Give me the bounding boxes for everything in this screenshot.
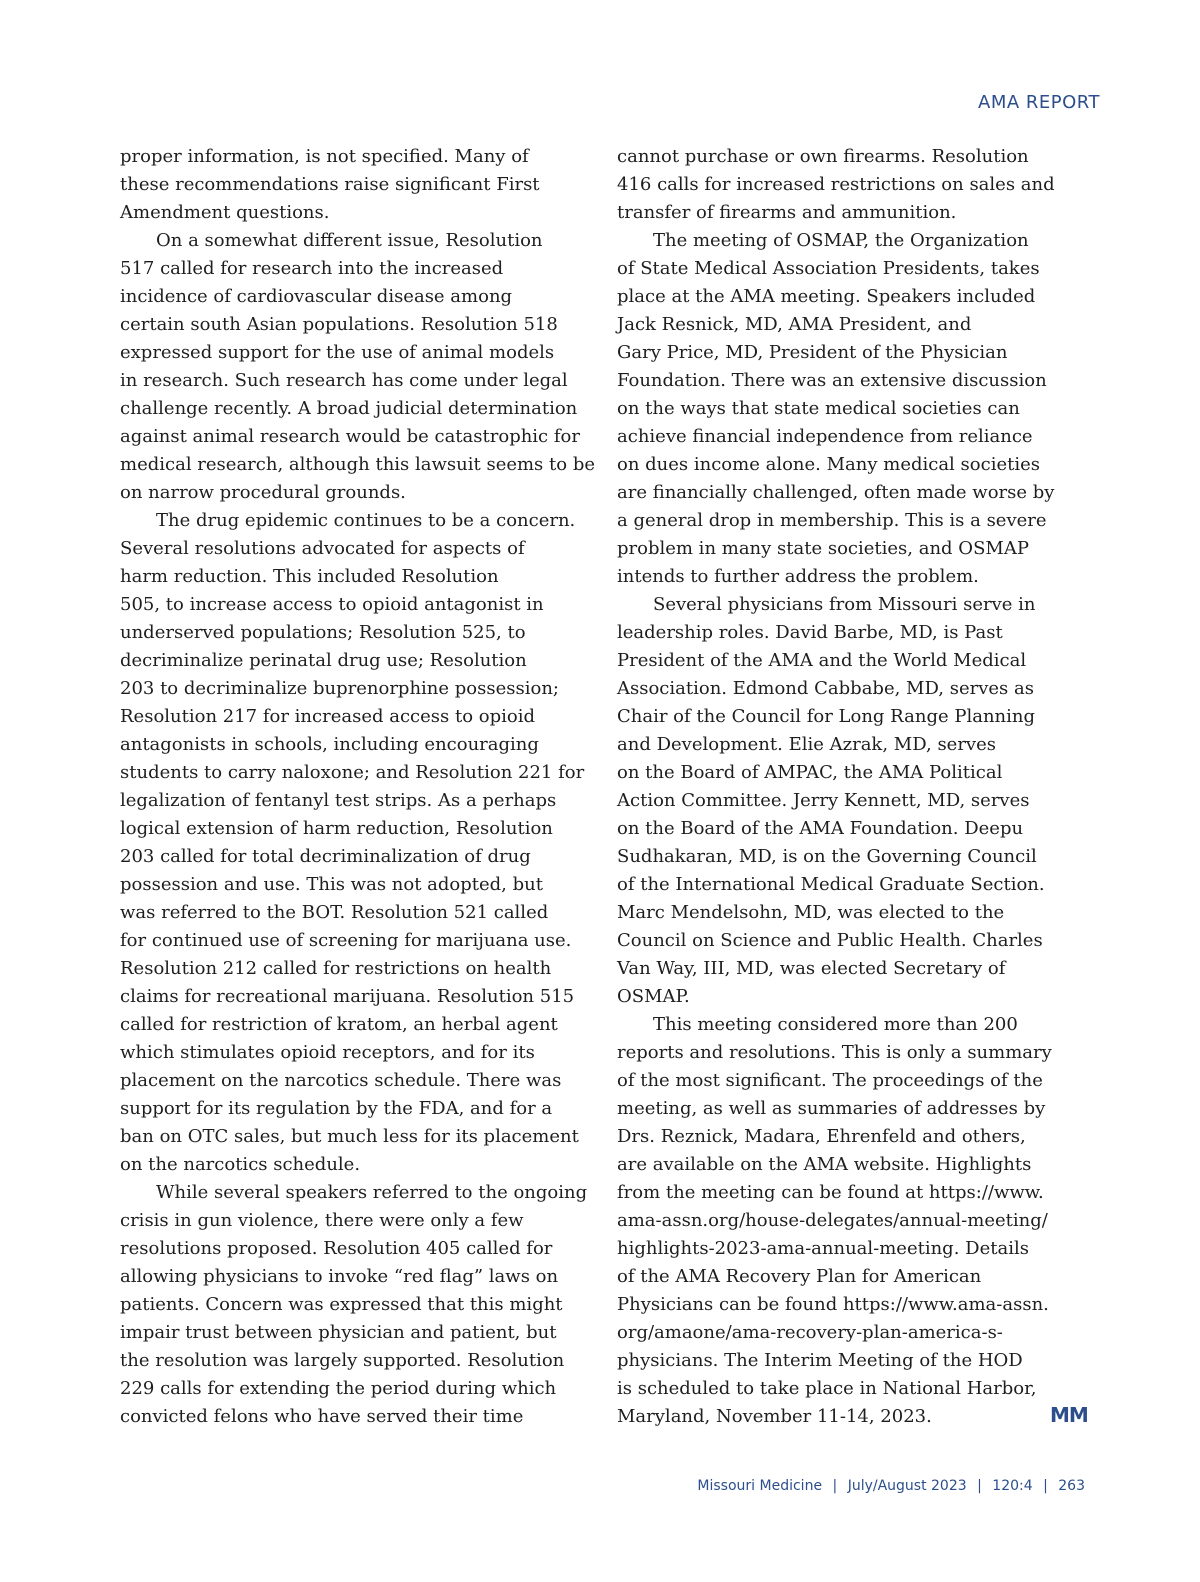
text-line: Jack Resnick, MD, AMA President, and xyxy=(617,314,972,335)
issue-date: July/August 2023 xyxy=(847,1478,967,1494)
text-line: Gary Price, MD, President of the Physician xyxy=(617,342,1008,363)
text-line: 505, to increase access to opioid antagonist in xyxy=(120,594,544,615)
text-line: cannot purchase or own firearms. Resolution xyxy=(617,146,1029,167)
text-line: these recommendations raise significant First xyxy=(120,174,540,195)
right-column xyxy=(617,143,1055,1431)
text-line: possession and use. This was not adopted, but xyxy=(120,874,543,895)
text-line: physicians. The Interim Meeting of the HOD xyxy=(617,1350,1023,1371)
text-line: problem in many state societies, and OSMAP xyxy=(617,538,1029,559)
text-line: Amendment questions. xyxy=(120,202,330,223)
text-line: on the ways that state medical societies can xyxy=(617,398,1020,419)
paragraph-start-line: The drug epidemic continues to be a concern. xyxy=(156,510,576,531)
text-line: 517 called for research into the increased xyxy=(120,258,504,279)
text-line: logical extension of harm reduction, Resolution xyxy=(120,818,553,839)
text-line: is scheduled to take place in National Harbor, xyxy=(617,1378,1037,1399)
text-line: convicted felons who have served their time xyxy=(120,1406,524,1427)
paragraph-start-line: Several physicians from Missouri serve in xyxy=(653,594,1036,615)
text-line: Action Committee. Jerry Kennett, MD, serves xyxy=(617,790,1030,811)
text-line: Van Way, III, MD, was elected Secretary of xyxy=(617,958,1006,979)
text-line: 203 called for total decriminalization of drug xyxy=(120,846,531,867)
text-line: 203 to decriminalize buprenorphine possession; xyxy=(120,678,559,699)
journal-name: Missouri Medicine xyxy=(697,1478,823,1494)
text-line: Marc Mendelsohn, MD, was elected to the xyxy=(617,902,1005,923)
text-line: incidence of cardiovascular disease among xyxy=(120,286,513,307)
page-number: 263 xyxy=(1058,1478,1085,1494)
text-line: on the Board of the AMA Foundation. Deepu xyxy=(617,818,1024,839)
text-line: on narrow procedural grounds. xyxy=(120,482,406,503)
text-line: OSMAP. xyxy=(617,986,690,1007)
text-line: impair trust between physician and patient, but xyxy=(120,1322,557,1343)
text-line: legalization of fentanyl test strips. As a perhaps xyxy=(120,790,557,811)
text-line: reports and resolutions. This is only a summary xyxy=(617,1042,1052,1063)
text-line: support for its regulation by the FDA, and for a xyxy=(120,1098,553,1119)
text-line: challenge recently. A broad judicial determination xyxy=(120,398,578,419)
text-line: the resolution was largely supported. Resolution xyxy=(120,1350,565,1371)
text-line: patients. Concern was expressed that this might xyxy=(120,1294,563,1315)
text-line: Association. Edmond Cabbabe, MD, serves as xyxy=(617,678,1034,699)
text-line: from the meeting can be found at https://www. xyxy=(617,1182,1044,1203)
paragraph-start-line: This meeting considered more than 200 xyxy=(653,1014,1018,1035)
text-line: resolutions proposed. Resolution 405 called for xyxy=(120,1238,553,1259)
text-line: allowing physicians to invoke “red flag” laws on xyxy=(120,1266,559,1287)
text-line: decriminalize perinatal drug use; Resolution xyxy=(120,650,527,671)
text-line: achieve financial independence from reliance xyxy=(617,426,1033,447)
text-line: 229 calls for extending the period during which xyxy=(120,1378,557,1399)
text-line: expressed support for the use of animal models xyxy=(120,342,555,363)
footer-separator: | xyxy=(1043,1478,1048,1494)
text-line: claims for recreational marijuana. Resolution 515 xyxy=(120,986,575,1007)
text-line: for continued use of screening for marijuana use. xyxy=(120,930,572,951)
page-footer xyxy=(697,1478,1085,1494)
text-line: placement on the narcotics schedule. There was xyxy=(120,1070,562,1091)
text-line: of State Medical Association Presidents, takes xyxy=(617,258,1040,279)
text-line: Resolution 212 called for restrictions on health xyxy=(120,958,552,979)
text-line: Several resolutions advocated for aspects of xyxy=(120,538,525,559)
text-line: Chair of the Council for Long Range Planning xyxy=(617,706,1036,727)
text-line: in research. Such research has come under legal xyxy=(120,370,568,391)
text-line: harm reduction. This included Resolution xyxy=(120,566,499,587)
text-line: certain south Asian populations. Resolution 518 xyxy=(120,314,558,335)
section-header: AMA REPORT xyxy=(978,92,1100,113)
text-line: against animal research would be catastrophic for xyxy=(120,426,580,447)
text-line: medical research, although this lawsuit seems to be xyxy=(120,454,595,475)
text-line: highlights-2023-ama-annual-meeting. Details xyxy=(617,1238,1029,1259)
text-line: was referred to the BOT. Resolution 521 called xyxy=(120,902,549,923)
text-line: on the narcotics schedule. xyxy=(120,1154,361,1175)
text-line: ama-assn.org/house-delegates/annual-meeting/ xyxy=(617,1210,1048,1231)
text-line: intends to further address the problem. xyxy=(617,566,979,587)
text-line: of the most significant. The proceedings of the xyxy=(617,1070,1043,1091)
text-line: on dues income alone. Many medical societies xyxy=(617,454,1040,475)
text-line: are financially challenged, often made worse by xyxy=(617,482,1055,503)
text-line: place at the AMA meeting. Speakers included xyxy=(617,286,1036,307)
paragraph-start-line: While several speakers referred to the ongoing xyxy=(156,1182,588,1203)
paragraph-start-line: The meeting of OSMAP, the Organization xyxy=(653,230,1029,251)
paragraph-start-line: On a somewhat different issue, Resolution xyxy=(156,230,543,251)
text-line: meeting, as well as summaries of addresses by xyxy=(617,1098,1046,1119)
text-line: students to carry naloxone; and Resolution 221 for xyxy=(120,762,585,783)
text-line: Physicians can be found https://www.ama-assn. xyxy=(617,1294,1049,1315)
text-line: crisis in gun violence, there were only a few xyxy=(120,1210,524,1231)
text-line: ban on OTC sales, but much less for its placement xyxy=(120,1126,579,1147)
text-line: Maryland, November 11-14, 2023. xyxy=(617,1406,932,1427)
text-line: Sudhakaran, MD, is on the Governing Council xyxy=(617,846,1037,867)
text-line: are available on the AMA website. Highlights xyxy=(617,1154,1032,1175)
text-line: underserved populations; Resolution 525, to xyxy=(120,622,526,643)
text-line: transfer of firearms and ammunition. xyxy=(617,202,957,223)
text-line: Drs. Reznick, Madara, Ehrenfeld and others, xyxy=(617,1126,1026,1147)
text-line: of the AMA Recovery Plan for American xyxy=(617,1266,982,1287)
text-line: antagonists in schools, including encouraging xyxy=(120,734,539,755)
text-line: and Development. Elie Azrak, MD, serves xyxy=(617,734,996,755)
text-line: leadership roles. David Barbe, MD, is Past xyxy=(617,622,1003,643)
text-line: org/amaone/ama-recovery-plan-america-s- xyxy=(617,1322,1003,1343)
left-column xyxy=(120,143,595,1431)
text-line: Council on Science and Public Health. Charles xyxy=(617,930,1043,951)
text-line: a general drop in membership. This is a severe xyxy=(617,510,1047,531)
text-line: on the Board of AMPAC, the AMA Political xyxy=(617,762,1003,783)
text-line: which stimulates opioid receptors, and for its xyxy=(120,1042,535,1063)
text-line: of the International Medical Graduate Section. xyxy=(617,874,1045,895)
end-mark: MM xyxy=(1050,1403,1088,1427)
text-line: 416 calls for increased restrictions on sales and xyxy=(617,174,1055,195)
text-line: Resolution 217 for increased access to opioid xyxy=(120,706,535,727)
text-line: proper information, is not specified. Many of xyxy=(120,146,529,167)
text-line: Foundation. There was an extensive discussion xyxy=(617,370,1047,391)
footer-separator: | xyxy=(832,1478,838,1494)
text-line: President of the AMA and the World Medical xyxy=(617,650,1027,671)
text-line: called for restriction of kratom, an herbal agent xyxy=(120,1014,558,1035)
footer-separator: | xyxy=(977,1478,982,1494)
volume-number: 120:4 xyxy=(992,1478,1033,1494)
